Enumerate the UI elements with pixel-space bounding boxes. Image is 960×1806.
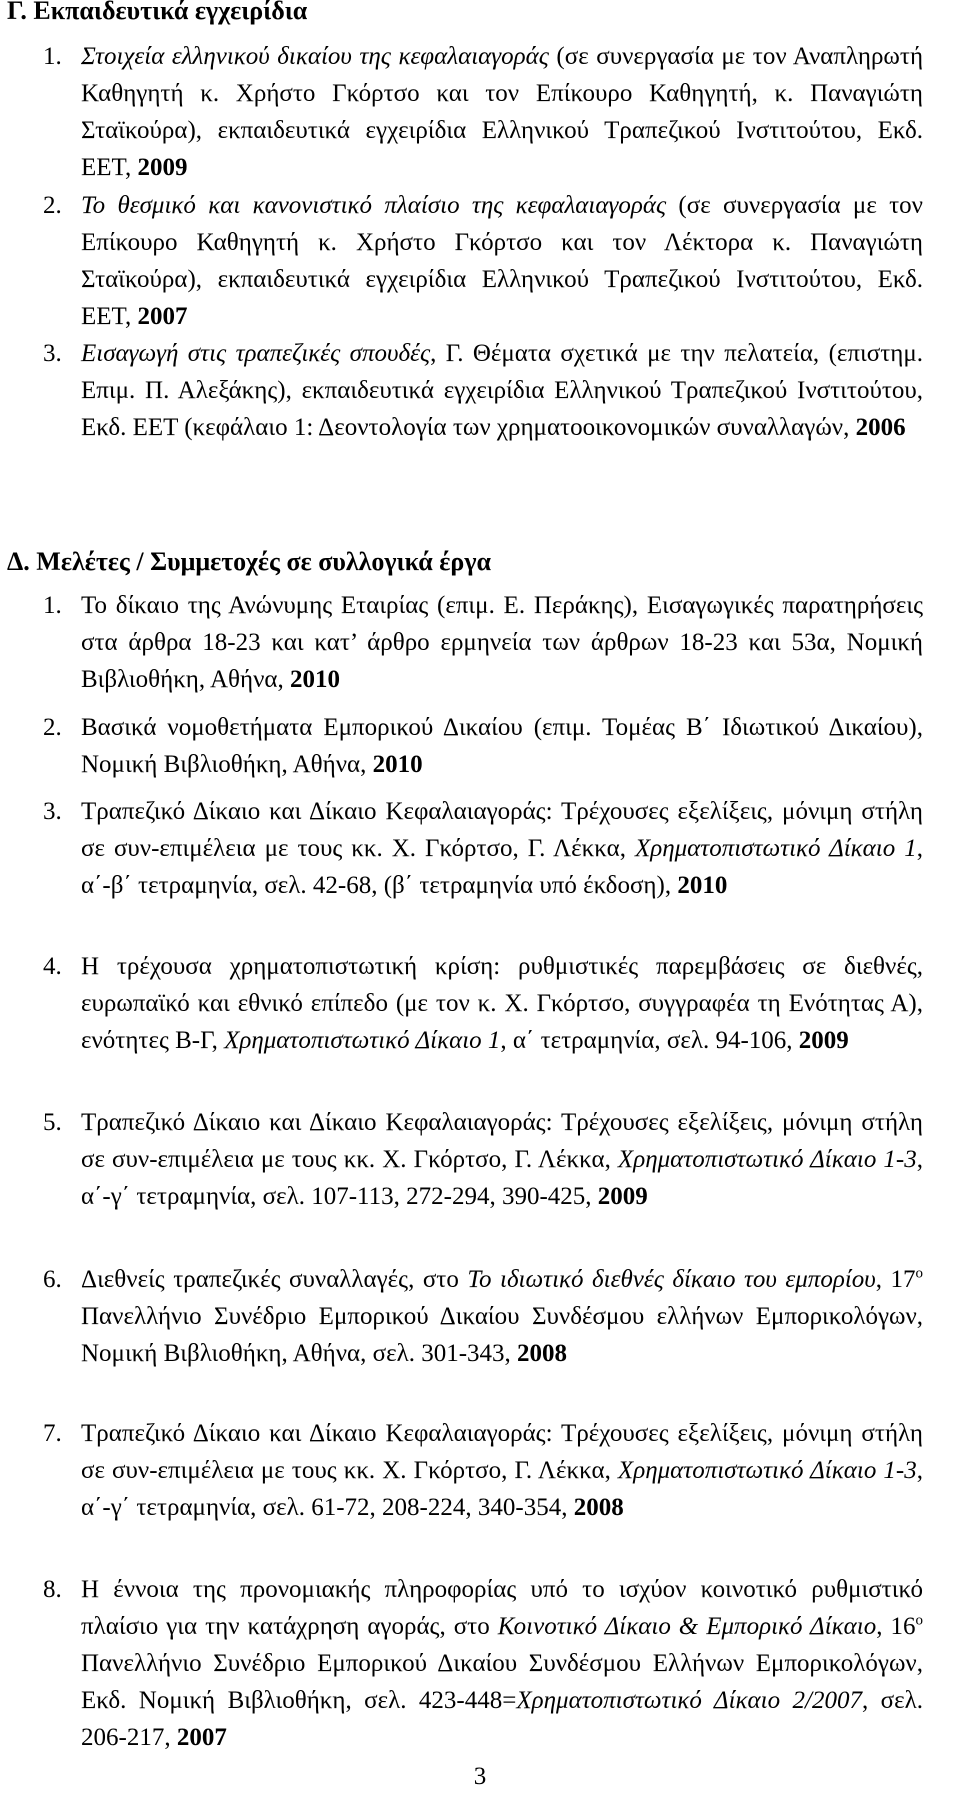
body-text: , σελ. 206-217, bbox=[81, 1687, 924, 1751]
list-item bbox=[43, 1571, 923, 1756]
body-text: , 16 bbox=[876, 1613, 916, 1640]
item-text bbox=[81, 1104, 923, 1215]
body-text: , α΄ τετραμηνία, σελ. 94-106, bbox=[500, 1027, 799, 1054]
item-text bbox=[81, 1571, 923, 1756]
list-item bbox=[43, 948, 923, 1059]
year-text: 2008 bbox=[573, 1494, 624, 1521]
year-text: 2009 bbox=[137, 154, 188, 181]
year-text: 2010 bbox=[677, 872, 728, 899]
list-item bbox=[43, 1261, 923, 1372]
body-text: Πανελλήνιο Συνέδριο Εμπορικού Δικαίου Συνδέσμου Ελλήνων Εμπορικολόγων, Εκδ. Νομική Βιβλιοθήκη, σελ. 423-448= bbox=[81, 1650, 923, 1714]
superscript-text: ο bbox=[915, 1612, 923, 1629]
year-text: 2009 bbox=[798, 1027, 849, 1054]
body-text: Τραπεζικό Δίκαιο και Δίκαιο Κεφαλαιαγοράς: Τρέχουσες εξελίξεις, μόνιμη στήλη σε συν-επιμέλεια με τους κκ. Χ. Γκόρτσο, Γ. Λέκκα, bbox=[81, 798, 923, 862]
section-heading-g: Γ. Εκπαιδευτικά εγχειρίδια bbox=[7, 0, 308, 25]
item-text bbox=[81, 709, 923, 783]
item-text bbox=[81, 1415, 923, 1526]
year-text: 2007 bbox=[137, 303, 188, 330]
item-number: 3. bbox=[43, 340, 62, 367]
year-text: 2010 bbox=[290, 666, 341, 693]
italic-title-text: Χρηματοπιστωτικό Δίκαιο 1 bbox=[224, 1027, 501, 1054]
item-number: 6. bbox=[43, 1266, 62, 1293]
item-number: 7. bbox=[43, 1420, 62, 1447]
item-text bbox=[81, 793, 923, 904]
list-item bbox=[43, 709, 923, 783]
italic-title-text: Το ιδιωτικό διεθνές δίκαιο του εμπορίου bbox=[467, 1266, 876, 1293]
body-text: , α΄-β΄ τετραμηνία, σελ. 42-68, (β΄ τετραμηνία υπό έκδοση), bbox=[81, 835, 923, 899]
year-text: 2008 bbox=[517, 1340, 568, 1367]
body-text: , α΄-γ΄ τετραμηνία, σελ. 61-72, 208-224, 340-354, bbox=[81, 1457, 923, 1521]
item-number: 8. bbox=[43, 1576, 62, 1603]
superscript-text: ο bbox=[915, 1265, 923, 1282]
body-text: Το δίκαιο της Ανώνυμης Εταιρίας (επιμ. Ε. Περάκης), Εισαγωγικές παρατηρήσεις στα άρθρα 18-23 και κατ’ άρθρο ερμηνεία των άρθρων 18-23 και 53α, Νομική Βιβλιοθήκη, Αθήνα, bbox=[81, 592, 923, 693]
body-text: Η έννοια της προνομιακής πληροφορίας υπό το ισχύον κοινοτικό ρυθμιστικό πλαίσιο για την κατάχρηση αγοράς, στο bbox=[81, 1576, 923, 1640]
body-text: , α΄-γ΄ τετραμηνία, σελ. 107-113, 272-294, 390-425, bbox=[81, 1146, 923, 1210]
item-text bbox=[81, 335, 923, 446]
item-number: 3. bbox=[43, 798, 62, 825]
item-text bbox=[81, 1261, 923, 1372]
italic-title-text: Χρηματοπιστωτικό Δίκαιο 1 bbox=[634, 835, 917, 862]
item-number: 5. bbox=[43, 1109, 62, 1136]
list-item bbox=[43, 1104, 923, 1215]
year-text: 2007 bbox=[176, 1724, 227, 1751]
list-item bbox=[43, 1415, 923, 1526]
italic-title-text: Κοινοτικό Δίκαιο & Εμπορικό Δίκαιο bbox=[497, 1613, 877, 1640]
year-text: 2010 bbox=[372, 751, 423, 778]
body-text: Η τρέχουσα χρηματοπιστωτική κρίση: ρυθμιστικές παρεμβάσεις σε διεθνές, ευρωπαϊκό και εθνικό επίπεδο (με τον κ. Χ. Γκόρτσο, συγγραφέα τη Ενότητας Α), ενότητες Β-Γ, bbox=[81, 953, 923, 1054]
item-text bbox=[81, 587, 923, 698]
italic-title-text: Χρηματοπιστωτικό Δίκαιο 1-3 bbox=[617, 1146, 917, 1173]
list-item bbox=[43, 793, 923, 904]
list-item bbox=[43, 38, 923, 186]
item-number: 2. bbox=[43, 714, 62, 741]
year-text: 2006 bbox=[855, 414, 906, 441]
page-number: 3 bbox=[473, 1763, 487, 1790]
body-text: Τραπεζικό Δίκαιο και Δίκαιο Κεφαλαιαγοράς: Τρέχουσες εξελίξεις, μόνιμη στήλη σε συν-επιμέλεια με τους κκ. Χ. Γκόρτσο, Γ. Λέκκα, bbox=[81, 1109, 923, 1173]
body-text: Διεθνείς τραπεζικές συναλλαγές, στο bbox=[81, 1266, 468, 1293]
body-text: (σε συνεργασία με τον Επίκουρο Καθηγητή κ. Χρήστο Γκόρτσο και τον Λέκτορα κ. Παναγιώτη Σταϊκούρα), εκπαιδευτικά εγχειρίδια Ελληνικού Τραπεζικού Ινστιτούτου, Εκδ. ΕΕΤ, bbox=[81, 192, 923, 330]
body-text: Βασικά νομοθετήματα Εμπορικού Δικαίου (επιμ. Τομέας Β΄ Ιδιωτικού Δικαίου), Νομική Βιβλιοθήκη, Αθήνα, bbox=[81, 714, 923, 778]
item-number: 1. bbox=[43, 43, 62, 70]
list-item bbox=[43, 335, 923, 446]
italic-title-text: Χρηματοπιστωτικό Δίκαιο 2/2007 bbox=[516, 1687, 862, 1714]
list-item bbox=[43, 587, 923, 698]
body-text: Τραπεζικό Δίκαιο και Δίκαιο Κεφαλαιαγοράς: Τρέχουσες εξελίξεις, μόνιμη στήλη σε συν-επιμέλεια με τους κκ. Χ. Γκόρτσο, Γ. Λέκκα, bbox=[81, 1420, 923, 1484]
item-text bbox=[81, 948, 923, 1059]
item-number: 2. bbox=[43, 192, 62, 219]
section-heading-d: Δ. Μελέτες / Συμμετοχές σε συλλογικά έργα bbox=[7, 547, 491, 576]
item-text bbox=[81, 187, 923, 335]
body-text: , 17 bbox=[875, 1266, 916, 1293]
list-item bbox=[43, 187, 923, 335]
body-text: Πανελλήνιο Συνέδριο Εμπορικού Δικαίου Συνδέσμου ελλήνων Εμπορικολόγων, Νομική Βιβλιοθήκη, Αθήνα, σελ. 301-343, bbox=[81, 1303, 923, 1367]
body-text: , Γ. Θέματα σχετικά με την πελατεία, (επιστημ. Επιμ. Π. Αλεξάκης), εκπαιδευτικά εγχειρίδια Ελληνικού Τραπεζικού Ινστιτούτου, Εκδ. ΕΕΤ (κεφάλαιο 1: Δεοντολογία των χρηματοοικονομικών συναλλαγών, bbox=[81, 340, 923, 441]
item-number: 4. bbox=[43, 953, 62, 980]
item-number: 1. bbox=[43, 592, 62, 619]
italic-title-text: Το θεσμικό και κανονιστικό πλαίσιο της κεφαλαιαγοράς bbox=[81, 192, 667, 219]
item-text bbox=[81, 38, 923, 186]
body-text: (σε συνεργασία με τον Αναπληρωτή Καθηγητή κ. Χρήστο Γκόρτσο και τον Επίκουρο Καθηγητή, κ. Παναγιώτη Σταϊκούρα), εκπαιδευτικά εγχειρίδια Ελληνικού Τραπεζικού Ινστιτούτου, Εκδ. ΕΕΤ, bbox=[81, 43, 924, 181]
italic-title-text: Χρηματοπιστωτικό Δίκαιο 1-3 bbox=[617, 1457, 917, 1484]
italic-title-text: Εισαγωγή στις τραπεζικές σπουδές bbox=[81, 340, 431, 367]
italic-title-text: Στοιχεία ελληνικού δικαίου της κεφαλαιαγοράς bbox=[81, 43, 549, 70]
year-text: 2009 bbox=[597, 1183, 648, 1210]
